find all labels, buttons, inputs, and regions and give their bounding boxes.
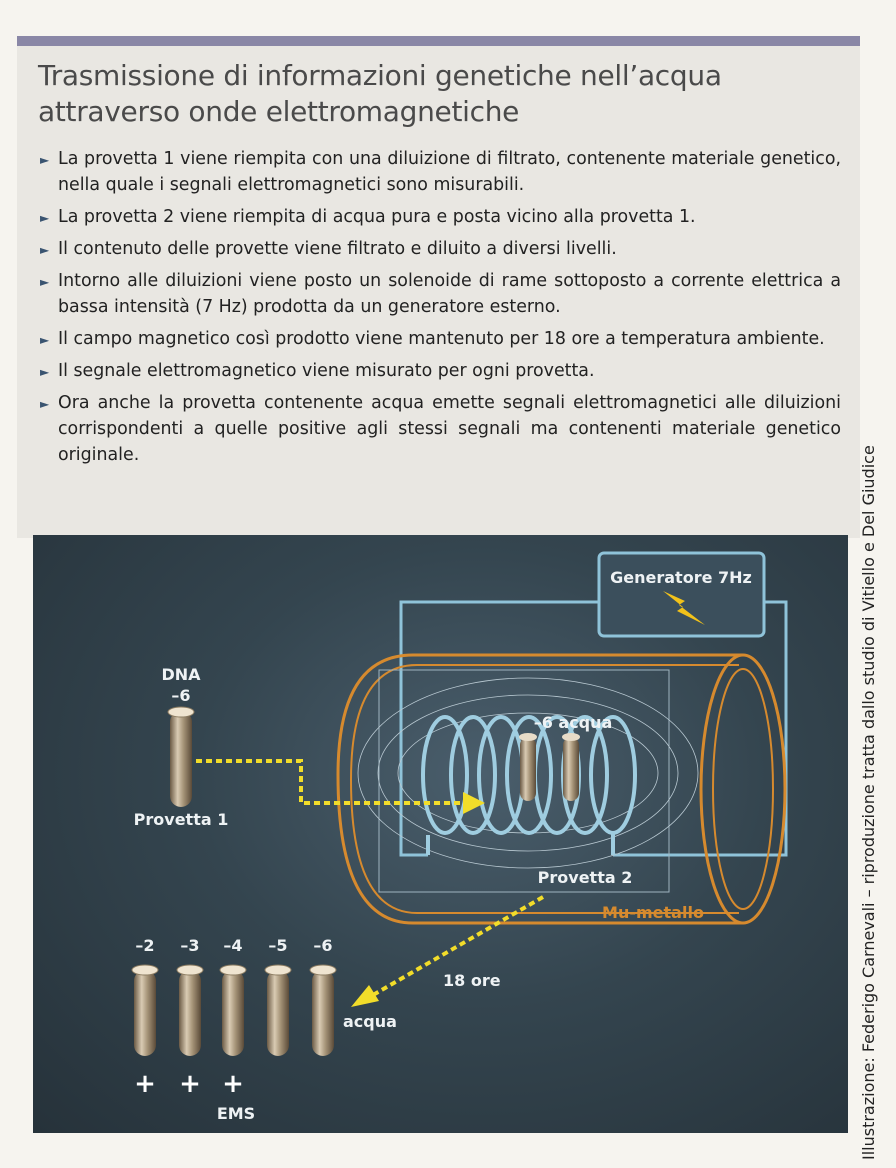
positive-result: + bbox=[222, 1069, 244, 1099]
ems-label: EMS bbox=[216, 1104, 256, 1123]
bullet-item: ► La provetta 1 viene riempita con una diluizione di filtrato, contenente materiale genetico, nella quale i segnali elettromagnetici sono misurabili. bbox=[40, 149, 841, 195]
bullet-item: ► Il campo magnetico così prodotto viene mantenuto per 18 ore a temperatura ambiente. bbox=[36, 326, 841, 352]
title-line-1: Trasmissione di informazioni genetiche nell’acqua bbox=[38, 59, 722, 92]
dna-label: DNA bbox=[161, 665, 201, 684]
illustration-credit: Illustrazione: Federigo Carnevali – riproduzione tratta dallo studio di Vitiello e Del Giudice bbox=[859, 445, 878, 1160]
experiment-diagram bbox=[33, 535, 848, 1133]
bullet-item: ► Il segnale elettromagnetico viene misurato per ogni provetta. bbox=[36, 358, 841, 384]
dna-dilution-label: –6 bbox=[171, 686, 191, 705]
generator-label: Generatore 7Hz bbox=[610, 568, 752, 587]
water-dilution-label: –6 acqua bbox=[533, 713, 613, 732]
dilution-label: –6 bbox=[313, 936, 333, 955]
dilution-row bbox=[132, 936, 336, 1123]
bullet-item: ► Ora anche la provetta contenente acqua emette segnali elettromagnetici alle diluizioni corrispondenti a quelle positive agli stessi segnali ma contenenti materiale genetico originale. bbox=[40, 393, 841, 465]
positive-result: + bbox=[179, 1069, 201, 1099]
bullet-arrow-icon: ► bbox=[40, 153, 50, 167]
bullet-arrow-icon: ► bbox=[40, 211, 50, 225]
generator-box bbox=[599, 553, 764, 636]
dilution-tube bbox=[265, 965, 291, 1056]
bullet-item: ► Intorno alle diluizioni viene posto un solenoide di rame sottoposto a corrente elettrica a bassa intensità (7 Hz) prodotta da un generatore esterno. bbox=[40, 271, 841, 317]
water-label: acqua bbox=[343, 1012, 397, 1031]
dilution-label: –2 bbox=[135, 936, 155, 955]
experiment-illustration bbox=[33, 535, 848, 1133]
provetta2-label: Provetta 2 bbox=[537, 868, 633, 887]
positive-result: + bbox=[134, 1069, 156, 1099]
bullet-arrow-icon: ► bbox=[40, 275, 50, 289]
bullet-item: ► La provetta 2 viene riempita di acqua pura e posta vicino alla provetta 1. bbox=[36, 204, 841, 230]
dilution-tube bbox=[220, 965, 246, 1056]
bullet-list bbox=[36, 146, 841, 474]
bullet-arrow-icon: ► bbox=[40, 333, 50, 347]
provetta1-label: Provetta 1 bbox=[133, 810, 229, 829]
article-title bbox=[38, 58, 818, 130]
title-line-2: attraverso onde elettromagnetiche bbox=[38, 95, 520, 128]
dilution-tube bbox=[132, 965, 158, 1056]
bullet-item: ► Il contenuto delle provette viene filtrato e diluito a diversi livelli. bbox=[36, 236, 841, 262]
dilution-label: –3 bbox=[180, 936, 200, 955]
transfer-arrow bbox=[196, 761, 485, 814]
bullet-arrow-icon: ► bbox=[40, 397, 50, 411]
mu-metal-label: Mu-metallo bbox=[602, 903, 704, 922]
dilution-label: –5 bbox=[268, 936, 288, 955]
bullet-arrow-icon: ► bbox=[40, 365, 50, 379]
dna-tube bbox=[168, 707, 194, 807]
bullet-arrow-icon: ► bbox=[40, 243, 50, 257]
dilution-tube bbox=[310, 965, 336, 1056]
header-bar bbox=[17, 36, 860, 46]
dilution-tube bbox=[177, 965, 203, 1056]
dilution-label: –4 bbox=[223, 936, 243, 955]
duration-label: 18 ore bbox=[443, 971, 501, 990]
